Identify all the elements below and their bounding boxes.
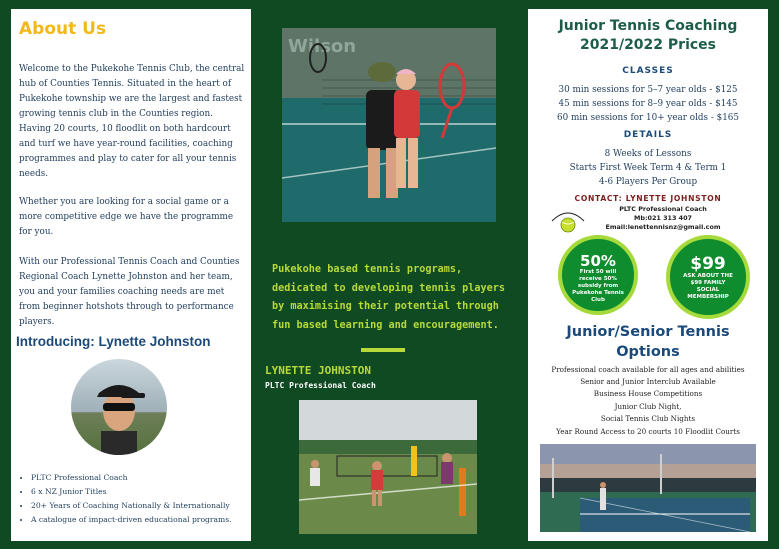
subsidy-badge-value: 50%	[580, 252, 616, 270]
contact-heading: CONTACT: LYNETTE JOHNSTON	[574, 194, 722, 203]
lj-net-tennis-logo	[550, 207, 586, 237]
list-item: • PLTC Professional Coach	[31, 471, 261, 485]
coach-highlights-list	[19, 471, 261, 527]
photo-banner-text: Wilson	[288, 36, 357, 57]
list-item: • 20+ Years of Coaching Nationally & Internationally	[31, 499, 261, 513]
options-item: Professional coach available for all ages and abilities	[551, 365, 745, 374]
list-item: • A catalogue of impact-driven educational programs.	[31, 513, 261, 527]
about-paragraph-2: Whether you are looking for a social game or a more competitive edge we have the programme for you.	[19, 197, 234, 237]
coach-name: LYNETTE JOHNSTON	[265, 364, 371, 377]
class-item: 45 min sessions for 8–9 year olds - $145	[558, 99, 738, 109]
membership-badge-text: ASK ABOUT THE $99 FAMILY SOCIAL MEMBERSHIP	[683, 273, 733, 300]
classes-heading: CLASSES	[622, 66, 674, 76]
options-title-line2: Options	[616, 344, 680, 360]
options-item: Social Tennis Club Nights	[600, 414, 696, 423]
contact-role: PLTC Professional Coach	[619, 205, 707, 213]
detail-item: 4-6 Players Per Group	[598, 177, 698, 187]
subsidy-badge	[558, 235, 638, 315]
floodlit-court-photo	[540, 444, 756, 532]
kids-photo-illustration	[282, 28, 496, 222]
options-title-line1: Junior/Senior Tennis	[566, 324, 730, 340]
options-item: Junior Club Night,	[614, 402, 682, 411]
kids-tennis-photo	[282, 28, 496, 222]
about-paragraph-1: Welcome to the Pukekohe Tennis Club, the central hub of Counties Tennis. Situated in the heart of Pukekohe township we are the largest and fastest growing tennis club in the Counties region. Having 20 courts, 10 floodlit on both hardcourt and turf we have year-round facilities, coaching programmes and play to cater for all your tennis needs.	[19, 64, 245, 179]
coaching-photo-illustration	[299, 400, 477, 534]
membership-badge-value: $99	[690, 254, 726, 274]
about-panel	[11, 9, 251, 541]
contact-email: Email:lenettennisnz@gmail.com	[605, 223, 721, 231]
detail-item: 8 Weeks of Lessons	[604, 149, 692, 159]
coaching-session-photo	[299, 400, 477, 534]
class-item: 30 min sessions for 5–7 year olds - $125	[558, 85, 738, 95]
detail-item: Starts First Week Term 4 & Term 1	[569, 163, 727, 173]
family-membership-badge	[666, 235, 750, 319]
pricing-title-line1: Junior Tennis Coaching	[558, 18, 738, 34]
about-paragraph-3: With our Professional Tennis Coach and Counties Regional Coach Lynette Johnston and her team, you and your families coaching needs are met from beginner hotshots through to performance players.	[19, 257, 240, 327]
introducing-heading: Introducing: Lynette Johnston	[16, 334, 211, 349]
subsidy-badge-text: First 50 will receive 50% subsidy from Pukekohe Tennis Club	[572, 269, 624, 303]
contact-phone: Mb:021 313 407	[634, 214, 692, 222]
options-item: Business House Competitions	[593, 389, 703, 398]
coach-role: PLTC Professional Coach	[265, 381, 376, 390]
pricing-title-line2: 2021/2022 Prices	[579, 37, 716, 53]
details-heading: DETAILS	[623, 130, 673, 140]
coach-avatar	[71, 359, 167, 455]
options-item: Senior and Junior Interclub Available	[580, 377, 716, 386]
options-item: Year Round Access to 20 courts 10 Floodlit Courts	[556, 427, 740, 436]
program-description: Pukekohe based tennis programs, dedicated to developing tennis players by maximising their potential through fun based learning and encouragement.	[272, 264, 506, 331]
tennis-ball-icon	[550, 207, 586, 237]
about-title: About Us	[19, 19, 107, 39]
section-divider	[361, 348, 405, 352]
court-photo-illustration	[540, 444, 756, 532]
list-item: • 6 x NZ Junior Titles	[31, 485, 261, 499]
coach-portrait-icon	[71, 359, 167, 455]
class-item: 60 min sessions for 10+ year olds - $165	[557, 113, 739, 123]
